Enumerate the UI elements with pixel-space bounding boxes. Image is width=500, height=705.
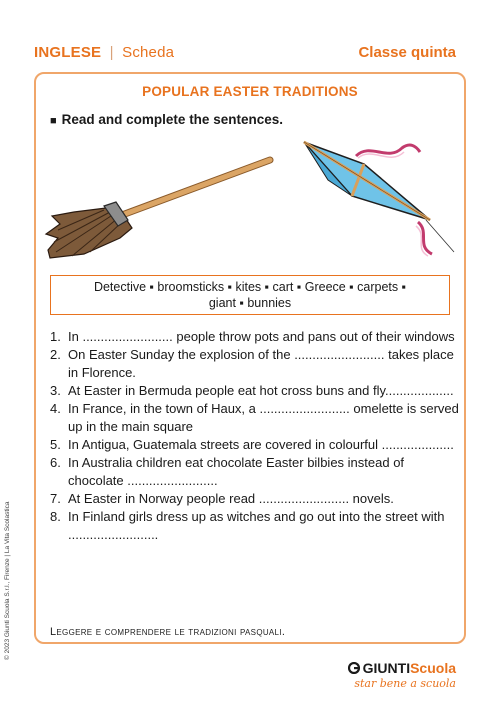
sentence-item — [50, 400, 460, 436]
sentence-text: In Antigua, Guatemala streets are covered in colourful .................... — [68, 437, 454, 452]
kite-illustration — [298, 136, 458, 258]
bullet-icon: ■ — [50, 115, 57, 127]
sentence-item — [50, 328, 460, 346]
sentence-text: On Easter Sunday the explosion of the ......................... takes place in Florence. — [68, 347, 454, 380]
broomstick-illustration — [44, 150, 276, 262]
sentence-text: At Easter in Bermuda people eat hot cross buns and fly................... — [68, 383, 454, 398]
sentence-number: 8. — [50, 509, 61, 524]
grade-label: Classe quinta — [358, 44, 456, 61]
learning-objective: Leggere e comprendere le tradizioni pasquali. — [50, 626, 286, 638]
sentence-list — [50, 328, 460, 544]
instruction-text: Read and complete the sentences. — [61, 112, 283, 127]
sentence-number: 5. — [50, 437, 61, 452]
publisher-brand — [348, 660, 456, 690]
giunti-logo-icon — [348, 662, 360, 674]
sentence-number: 2. — [50, 347, 61, 362]
sentence-number: 6. — [50, 455, 61, 470]
sentence-text: In France, in the town of Haux, a ......................... omelette is served up in the main square — [68, 401, 459, 434]
brand-name-main: GIUNTI — [362, 660, 411, 676]
word-bank-line-2: giant ▪ bunnies — [208, 296, 292, 310]
sentence-number: 1. — [50, 329, 61, 344]
copyright-notice: © 2023 Giunti Scuola S.r.l., Firenze | La Vita Scolastica — [4, 501, 11, 660]
sentence-item — [50, 490, 460, 508]
sentence-text: In Australia children eat chocolate Easter bilbies instead of chocolate ......................... — [68, 455, 405, 488]
worksheet-label: Scheda — [122, 44, 175, 61]
sentence-text: At Easter in Norway people read ......................... novels. — [68, 491, 394, 506]
page-header-left — [34, 44, 174, 61]
sentence-item — [50, 508, 460, 544]
sentence-item — [50, 346, 460, 382]
instruction — [50, 112, 283, 127]
sentence-item — [50, 436, 460, 454]
word-bank — [50, 275, 450, 315]
brand-name-accent: Scuola — [410, 660, 456, 676]
sentence-number: 7. — [50, 491, 61, 506]
sentence-number: 3. — [50, 383, 61, 398]
sentence-item — [50, 382, 460, 400]
brand-name — [348, 660, 456, 676]
word-bank-line-1: Detective ▪ broomsticks ▪ kites ▪ cart ▪ Greece ▪ carpets ▪ — [93, 280, 407, 294]
subject-label: INGLESE — [34, 44, 102, 61]
sentence-item — [50, 454, 460, 490]
sentence-number: 4. — [50, 401, 61, 416]
header-separator: | — [109, 44, 114, 61]
sentence-text: In ......................... people throw pots and pans out of their windows — [68, 329, 455, 344]
sentence-text: In Finland girls dress up as witches and go out into the street with ......................... — [68, 509, 445, 542]
brand-tagline: star bene a scuola — [354, 677, 456, 690]
worksheet-title: POPULAR EASTER TRADITIONS — [142, 84, 358, 99]
